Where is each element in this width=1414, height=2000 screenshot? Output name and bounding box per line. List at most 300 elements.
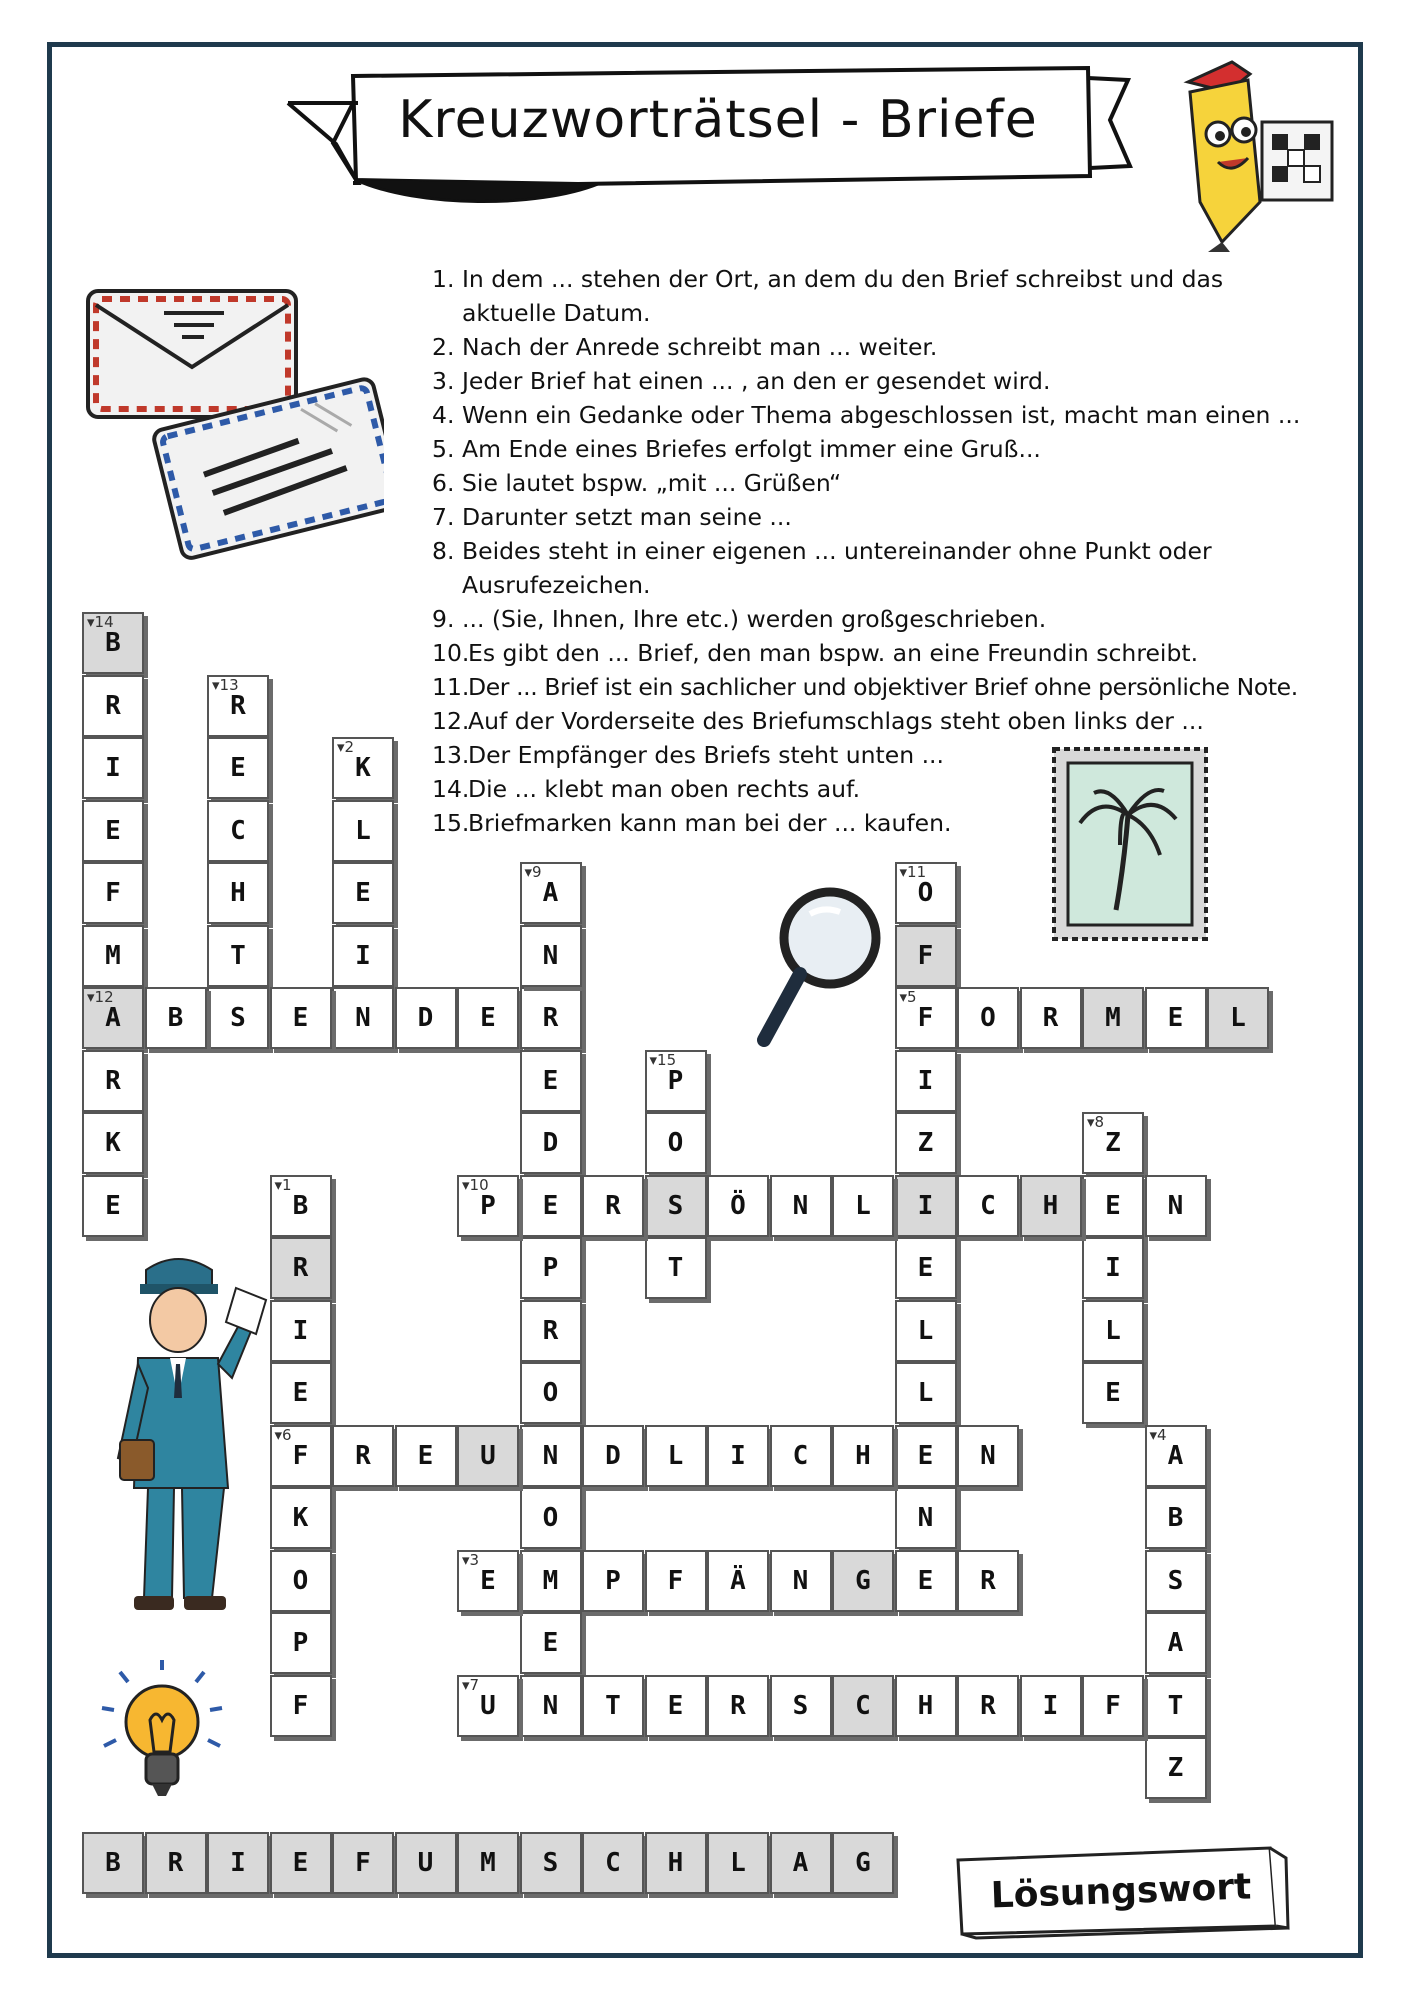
grid-cell[interactable] — [270, 1487, 332, 1549]
grid-cell[interactable] — [520, 1237, 582, 1299]
grid-cell[interactable] — [82, 925, 144, 987]
grid-cell[interactable] — [395, 1425, 457, 1487]
cell-letter: M — [105, 940, 121, 971]
cell-letter: R — [1042, 1003, 1059, 1033]
cell-letter: E — [1105, 1190, 1121, 1221]
grid-cell[interactable] — [707, 1175, 769, 1237]
grid-cell[interactable] — [645, 1425, 707, 1487]
clue-number-label: ▾6 — [274, 1425, 292, 1444]
page-title: Kreuzworträtsel - Briefe — [398, 90, 1038, 150]
clue-4 — [432, 398, 1372, 432]
grid-cell[interactable] — [1145, 1175, 1207, 1237]
solution-cell[interactable]: A — [770, 1832, 832, 1894]
grid-cell[interactable] — [895, 1550, 957, 1612]
grid-cell[interactable] — [82, 862, 144, 924]
grid-cell[interactable] — [520, 1050, 582, 1112]
clue-number-label: ▾10 — [462, 1175, 489, 1194]
cell-letter: M — [542, 1565, 559, 1596]
grid-cell[interactable] — [1145, 1737, 1207, 1799]
grid-cell[interactable] — [1020, 987, 1082, 1049]
grid-cell[interactable] — [1145, 1675, 1207, 1737]
grid-cell[interactable] — [520, 1362, 582, 1424]
cell-letter: T — [605, 1690, 621, 1721]
grid-cell[interactable] — [582, 1550, 644, 1612]
grid-cell[interactable] — [957, 987, 1019, 1049]
clue-3 — [432, 364, 1372, 398]
grid-cell[interactable] — [457, 1550, 519, 1612]
grid-cell[interactable] — [332, 800, 394, 862]
clue-number: 14. — [432, 775, 470, 803]
solution-label: Lösungswort — [990, 1865, 1252, 1917]
cell-letter: R — [355, 1440, 371, 1471]
grid-cell[interactable] — [207, 800, 269, 862]
grid-cell[interactable] — [520, 1175, 582, 1237]
cell-letter: I — [292, 1315, 309, 1346]
grid-cell[interactable] — [707, 1675, 769, 1737]
cell-letter: E — [480, 1565, 496, 1596]
cell-letter: P — [480, 1190, 496, 1221]
grid-cell[interactable] — [645, 1050, 707, 1112]
cell-letter: I — [730, 1440, 746, 1471]
grid-cell[interactable] — [895, 1425, 957, 1487]
cell-letter: H — [855, 1440, 871, 1471]
grid-cell[interactable] — [582, 1175, 644, 1237]
grid-cell[interactable] — [1082, 1237, 1144, 1299]
grid-cell[interactable] — [520, 1675, 582, 1737]
grid-cell[interactable] — [957, 1175, 1019, 1237]
cell-letter: E — [917, 1253, 934, 1283]
cell-letter: E — [417, 1440, 434, 1471]
cell-letter: F — [1105, 1690, 1121, 1721]
clue-number: 5. — [432, 435, 455, 463]
grid-cell[interactable] — [332, 737, 394, 799]
grid-cell[interactable] — [1020, 1175, 1082, 1237]
cell-letter: R — [980, 1690, 996, 1721]
cell-letter: U — [480, 1690, 496, 1721]
cell-letter: B — [167, 1003, 184, 1033]
cell-letter: E — [480, 1003, 496, 1033]
clue-text: ... (Sie, Ihnen, Ihre etc.) werden großgeschrieben. — [462, 605, 1047, 633]
grid-cell[interactable] — [270, 1175, 332, 1237]
grid-cell[interactable] — [82, 1050, 144, 1112]
cell-letter: R — [605, 1190, 621, 1221]
cell-letter: I — [917, 1190, 934, 1221]
grid-cell[interactable] — [270, 1237, 332, 1299]
clue-number: 2. — [432, 333, 455, 361]
grid-cell[interactable] — [145, 987, 207, 1049]
clue-number: 9. — [432, 605, 455, 633]
cell-letter: O — [542, 1378, 559, 1408]
grid-cell[interactable] — [207, 925, 269, 987]
grid-cell[interactable] — [270, 1425, 332, 1487]
grid-cell[interactable] — [1145, 1487, 1207, 1549]
cell-letter: E — [542, 1065, 559, 1096]
cell-letter: C — [230, 815, 246, 846]
grid-cell[interactable] — [895, 1175, 957, 1237]
cell-letter: K — [355, 753, 371, 783]
cell-letter: T — [667, 1253, 684, 1283]
cell-letter: K — [292, 1503, 309, 1533]
cell-letter: U — [480, 1440, 496, 1471]
cell-letter: K — [105, 1128, 121, 1158]
cell-letter: D — [417, 1003, 434, 1033]
grid-cell[interactable] — [520, 1550, 582, 1612]
cell-letter: E — [105, 815, 121, 846]
grid-cell[interactable] — [270, 987, 332, 1049]
title-banner — [278, 58, 1138, 208]
solution-cell[interactable]: U — [395, 1832, 457, 1894]
grid-cell[interactable] — [895, 1487, 957, 1549]
clue-number-label: ▾5 — [899, 988, 917, 1006]
grid-cell[interactable] — [832, 1425, 894, 1487]
cell-letter: E — [917, 1565, 934, 1596]
cell-letter: R — [105, 690, 121, 721]
cell-letter: L — [1230, 1003, 1246, 1033]
grid-cell[interactable] — [957, 1550, 1019, 1612]
solution-cell[interactable]: M — [457, 1832, 519, 1894]
solution-cell[interactable]: E — [270, 1832, 332, 1894]
grid-cell[interactable] — [82, 800, 144, 862]
cell-letter: B — [105, 628, 121, 658]
clue-number-label: ▾13 — [212, 675, 239, 694]
clue-text: Nach der Anrede schreibt man ... weiter. — [462, 333, 938, 361]
cell-letter: S — [792, 1690, 809, 1721]
grid-cell[interactable] — [520, 1425, 582, 1487]
grid-cell[interactable] — [207, 987, 269, 1049]
cell-letter: Ö — [730, 1190, 746, 1221]
cell-letter: Z — [1105, 1128, 1121, 1158]
clue-text: Jeder Brief hat einen ... , an den er gesendet wird. — [462, 367, 1051, 395]
cell-letter: F — [292, 1440, 309, 1471]
grid-cell[interactable] — [457, 987, 519, 1049]
clue-8 — [432, 534, 1372, 602]
cell-letter: E — [542, 1628, 559, 1658]
grid-cell[interactable] — [270, 1612, 332, 1674]
clue-number-label: ▾7 — [462, 1675, 480, 1694]
clue-number: 7. — [432, 503, 455, 531]
grid-cell[interactable] — [770, 1425, 832, 1487]
grid-cell[interactable] — [582, 1425, 644, 1487]
cell-letter: R — [730, 1690, 746, 1721]
grid-cell[interactable] — [1082, 987, 1144, 1049]
cell-letter: N — [917, 1503, 934, 1533]
clue-number: 11. — [432, 673, 470, 701]
cell-letter: S — [1167, 1565, 1184, 1596]
clue-1 — [432, 262, 1372, 330]
grid-cell[interactable] — [1082, 1675, 1144, 1737]
grid-cell[interactable] — [832, 1175, 894, 1237]
cell-letter: C — [855, 1690, 871, 1721]
cell-letter: H — [917, 1690, 934, 1721]
pencil-mascot-icon — [1160, 52, 1340, 267]
cell-letter: E — [292, 1003, 309, 1033]
cell-letter: I — [355, 940, 371, 971]
grid-cell[interactable] — [270, 1362, 332, 1424]
grid-cell[interactable] — [582, 1675, 644, 1737]
cell-letter: M — [1105, 1003, 1121, 1033]
clue-number-label: ▾14 — [87, 613, 114, 631]
grid-cell[interactable] — [457, 1425, 519, 1487]
clue-text: Der ... Brief ist ein sachlicher und objektiver Brief ohne persönliche Note. — [468, 673, 1298, 701]
cell-letter: N — [542, 940, 559, 971]
cell-letter: P — [605, 1565, 621, 1596]
grid-cell[interactable] — [332, 1425, 394, 1487]
grid-cell[interactable] — [645, 1175, 707, 1237]
grid-cell[interactable] — [332, 925, 394, 987]
cell-letter: H — [230, 878, 246, 908]
grid-cell[interactable] — [332, 862, 394, 924]
clue-number-label: ▾11 — [899, 863, 927, 881]
grid-cell[interactable] — [457, 1175, 519, 1237]
grid-cell[interactable] — [832, 1675, 894, 1737]
grid-cell[interactable] — [520, 925, 582, 987]
cell-letter: E — [667, 1690, 684, 1721]
solution-cell[interactable]: G — [832, 1832, 894, 1894]
clue-text: Auf der Vorderseite des Briefumschlags steht oben links der ... — [468, 707, 1204, 735]
grid-cell[interactable] — [520, 1612, 582, 1674]
grid-cell[interactable] — [770, 1675, 832, 1737]
clue-5 — [432, 432, 1372, 466]
grid-cell[interactable] — [1082, 1300, 1144, 1362]
cell-letter: C — [980, 1190, 996, 1221]
grid-cell[interactable] — [1082, 1362, 1144, 1424]
grid-cell[interactable] — [82, 612, 144, 674]
cell-letter: S — [230, 1003, 246, 1033]
cell-letter: S — [667, 1190, 684, 1221]
cell-letter: P — [292, 1628, 309, 1658]
grid-cell[interactable] — [82, 987, 144, 1049]
grid-cell[interactable] — [895, 1675, 957, 1737]
cell-letter: F — [667, 1565, 684, 1596]
grid-cell[interactable] — [1145, 1612, 1207, 1674]
grid-cell[interactable] — [645, 1112, 707, 1174]
grid-cell[interactable] — [270, 1675, 332, 1737]
solution-cell[interactable]: F — [332, 1832, 394, 1894]
cell-letter: R — [292, 1253, 309, 1283]
grid-cell[interactable] — [270, 1550, 332, 1612]
cell-letter: N — [792, 1190, 809, 1221]
clue-number-label: ▾3 — [462, 1550, 480, 1569]
grid-cell[interactable] — [1082, 1175, 1144, 1237]
clue-number: 12. — [432, 707, 470, 735]
cell-letter: N — [980, 1440, 996, 1471]
cell-letter: T — [230, 940, 246, 971]
grid-cell[interactable] — [207, 862, 269, 924]
grid-cell[interactable] — [520, 862, 582, 924]
grid-cell[interactable] — [520, 1487, 582, 1549]
cell-letter: O — [667, 1128, 684, 1158]
cell-letter: A — [1167, 1628, 1184, 1658]
grid-cell[interactable] — [895, 1112, 957, 1174]
cell-letter: T — [1167, 1690, 1184, 1721]
clue-text: Beides steht in einer eigenen ... untereinander ohne Punkt oder Ausrufezeichen. — [462, 537, 1212, 599]
grid-cell[interactable] — [645, 1550, 707, 1612]
cell-letter: H — [1042, 1190, 1059, 1221]
clue-number-label: ▾2 — [337, 738, 355, 756]
cell-letter: D — [542, 1128, 559, 1158]
solution-cell[interactable]: B — [82, 1832, 144, 1894]
grid-cell[interactable] — [770, 1175, 832, 1237]
grid-cell[interactable] — [520, 987, 582, 1049]
solution-cell[interactable]: S — [520, 1832, 582, 1894]
solution-cell[interactable]: I — [207, 1832, 269, 1894]
cell-letter: I — [105, 753, 121, 783]
cell-letter: L — [855, 1190, 871, 1221]
clue-number-label: ▾12 — [87, 988, 114, 1006]
cell-letter: O — [917, 878, 934, 908]
cell-letter: F — [917, 1003, 934, 1033]
grid-cell[interactable] — [1082, 1112, 1144, 1174]
grid-cell[interactable] — [1207, 987, 1269, 1049]
cell-letter: E — [105, 1190, 121, 1221]
grid-cell[interactable] — [957, 1425, 1019, 1487]
cell-letter: F — [105, 878, 121, 908]
clue-number: 1. — [432, 265, 455, 293]
grid-cell[interactable] — [1145, 1425, 1207, 1487]
cell-letter: L — [355, 815, 371, 846]
clue-6 — [432, 466, 1372, 500]
cell-letter: I — [917, 1065, 934, 1096]
cell-letter: R — [980, 1565, 996, 1596]
clue-text: Die ... klebt man oben rechts auf. — [468, 775, 861, 803]
clue-text: Wenn ein Gedanke oder Thema abgeschlossen ist, macht man einen ... — [462, 401, 1301, 429]
grid-cell[interactable] — [1145, 1550, 1207, 1612]
cell-letter: R — [230, 690, 246, 721]
cell-letter: F — [917, 940, 934, 971]
grid-cell[interactable] — [520, 1112, 582, 1174]
clue-text: Darunter setzt man seine ... — [462, 503, 792, 531]
solution-label-box — [952, 1842, 1290, 1940]
cell-letter: O — [292, 1565, 309, 1596]
grid-cell[interactable] — [82, 737, 144, 799]
clue-text: Sie lautet bspw. „mit ... Grüßen“ — [462, 469, 842, 497]
cell-letter: G — [855, 1565, 871, 1596]
cell-letter: Ä — [730, 1565, 746, 1596]
grid-cell[interactable] — [832, 1550, 894, 1612]
cell-letter: N — [542, 1440, 559, 1471]
cell-letter: I — [1042, 1690, 1059, 1721]
solution-cell[interactable]: R — [145, 1832, 207, 1894]
cell-letter: E — [1105, 1378, 1121, 1408]
solution-cell[interactable]: H — [645, 1832, 707, 1894]
cell-letter: E — [355, 878, 371, 908]
cell-letter: P — [542, 1253, 559, 1283]
cell-letter: L — [917, 1378, 934, 1408]
clue-number: 15. — [432, 809, 470, 837]
clue-text: Der Empfänger des Briefs steht unten ... — [468, 741, 944, 769]
cell-letter: D — [605, 1440, 621, 1471]
cell-letter: N — [542, 1690, 559, 1721]
cell-letter: I — [1105, 1253, 1121, 1283]
cell-letter: L — [1105, 1315, 1121, 1346]
clue-number: 4. — [432, 401, 455, 429]
cell-letter: B — [292, 1190, 309, 1221]
grid-cell[interactable] — [207, 737, 269, 799]
grid-cell[interactable] — [707, 1425, 769, 1487]
grid-cell[interactable] — [395, 987, 457, 1049]
clue-number-label: ▾4 — [1149, 1425, 1167, 1444]
grid-cell[interactable] — [520, 1300, 582, 1362]
grid-cell[interactable] — [1145, 987, 1207, 1049]
cell-letter: E — [1167, 1003, 1184, 1033]
cell-letter: L — [917, 1315, 934, 1346]
clue-number-label: ▾8 — [1087, 1113, 1105, 1131]
grid-cell[interactable] — [895, 925, 957, 987]
grid-cell[interactable] — [895, 987, 957, 1049]
grid-cell[interactable] — [82, 1112, 144, 1174]
cell-letter: E — [917, 1440, 934, 1471]
clue-number: 8. — [432, 537, 455, 565]
cell-letter: Z — [917, 1128, 934, 1158]
grid-cell[interactable] — [645, 1237, 707, 1299]
cell-letter: P — [667, 1065, 684, 1096]
clue-2 — [432, 330, 1372, 364]
cell-letter: A — [1167, 1440, 1184, 1471]
cell-letter: B — [1167, 1503, 1184, 1533]
cell-letter: A — [542, 878, 559, 908]
cell-letter: F — [292, 1690, 309, 1721]
clue-number: 6. — [432, 469, 455, 497]
clue-number-label: ▾9 — [524, 863, 542, 881]
grid-cell[interactable] — [332, 987, 394, 1049]
clue-number-label: ▾15 — [649, 1050, 677, 1069]
grid-cell[interactable] — [457, 1675, 519, 1737]
cell-letter: L — [667, 1440, 684, 1471]
cell-letter: R — [105, 1065, 121, 1096]
cell-letter: N — [355, 1003, 371, 1033]
cell-letter: C — [792, 1440, 809, 1471]
grid-cell[interactable] — [1020, 1675, 1082, 1737]
grid-cell[interactable] — [207, 675, 269, 737]
clue-text: In dem ... stehen der Ort, an dem du den Brief schreibst und das aktuelle Datum. — [462, 265, 1224, 327]
cell-letter: N — [1167, 1190, 1184, 1221]
grid-cell[interactable] — [707, 1550, 769, 1612]
cell-letter: O — [542, 1503, 559, 1533]
grid-cell[interactable] — [895, 1300, 957, 1362]
cell-letter: O — [980, 1003, 996, 1033]
crossword-grid — [82, 612, 1322, 1783]
cell-letter: E — [542, 1190, 559, 1221]
clue-text: Es gibt den ... Brief, den man bspw. an eine Freundin schreibt. — [468, 639, 1199, 667]
clue-text: Am Ende eines Briefes erfolgt immer eine Gruß... — [462, 435, 1041, 463]
grid-cell[interactable] — [957, 1675, 1019, 1737]
cell-letter: E — [230, 753, 246, 783]
cell-letter: R — [542, 1003, 559, 1033]
clue-number: 10. — [432, 639, 470, 667]
cell-letter: E — [292, 1378, 309, 1408]
envelopes-icon — [84, 285, 384, 560]
grid-cell[interactable] — [82, 1175, 144, 1237]
grid-cell[interactable] — [645, 1675, 707, 1737]
cell-letter: N — [792, 1565, 809, 1596]
grid-cell[interactable] — [895, 1050, 957, 1112]
clue-number-label: ▾1 — [274, 1175, 292, 1194]
grid-cell[interactable] — [895, 862, 957, 924]
solution-cell[interactable]: L — [707, 1832, 769, 1894]
cell-letter: Z — [1167, 1753, 1184, 1783]
cell-letter: R — [542, 1315, 559, 1346]
grid-cell[interactable] — [270, 1300, 332, 1362]
grid-cell[interactable] — [770, 1550, 832, 1612]
cell-letter: A — [105, 1003, 121, 1033]
grid-cell[interactable] — [82, 675, 144, 737]
clue-number: 3. — [432, 367, 455, 395]
solution-cell[interactable]: C — [582, 1832, 644, 1894]
solution-word-row — [82, 1832, 902, 1902]
grid-cell[interactable] — [895, 1362, 957, 1424]
clue-7 — [432, 500, 1372, 534]
grid-cell[interactable] — [895, 1237, 957, 1299]
